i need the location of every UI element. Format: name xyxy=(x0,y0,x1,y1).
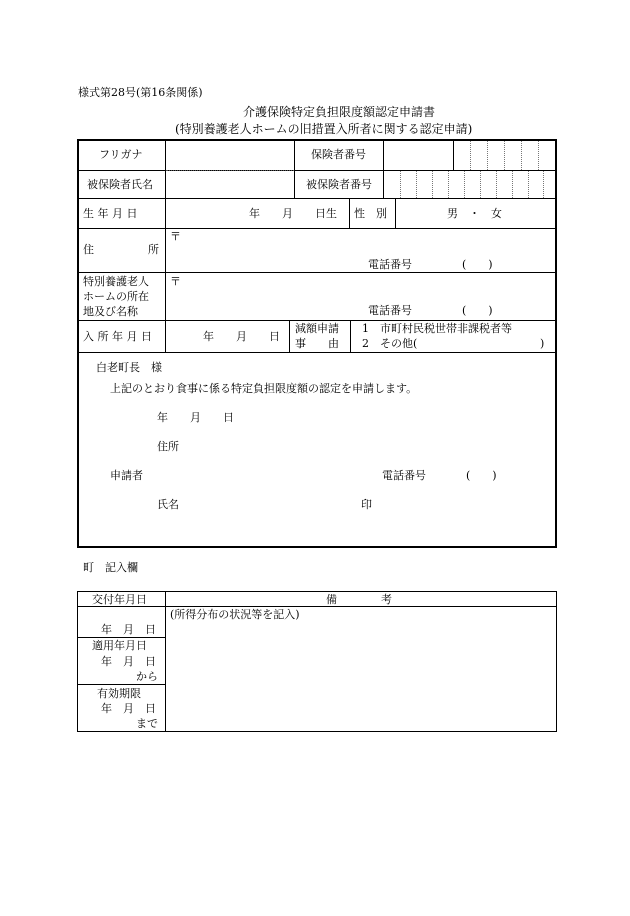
applicant-phone-label: 電話番号 xyxy=(382,469,426,482)
form-subtitle: (特別養護老人ホームの旧措置入所者に関する認定申請) xyxy=(175,122,473,136)
addressee: 白老町長 様 xyxy=(96,361,162,374)
facility-phone-label: 電話番号 xyxy=(368,304,412,317)
insurer-number-label: 保険者番号 xyxy=(311,148,366,161)
reason-option-2[interactable]: 2 その他( xyxy=(362,337,418,350)
admission-date-label: 入 所 年 月 日 xyxy=(83,330,152,343)
postal-mark: 〒 xyxy=(170,230,181,243)
facility-label-line2: ホームの所在 xyxy=(83,290,149,303)
issue-date-label: 交付年月日 xyxy=(92,593,147,606)
reason-option-1[interactable]: 1 市町村民税世帯非課税者等 xyxy=(362,322,512,335)
insured-number-label: 被保険者番号 xyxy=(306,178,372,191)
birth-date-label: 生 年 月 日 xyxy=(83,207,138,220)
apply-from-label: から xyxy=(136,670,158,683)
insured-name-input[interactable] xyxy=(167,172,292,197)
birth-date-value[interactable]: 年 月 日生 xyxy=(249,207,337,220)
furigana-label: フリガナ xyxy=(99,148,143,161)
applicant-phone-parens[interactable]: ( ) xyxy=(466,469,497,482)
reduction-reason-label-line1: 減額申請 xyxy=(295,322,339,335)
gender-label: 性 別 xyxy=(354,207,387,220)
remarks-note: (所得分布の状況等を記入) xyxy=(170,608,300,621)
admission-date-value[interactable]: 年 月 日 xyxy=(203,330,280,343)
insurer-number-input[interactable] xyxy=(385,142,555,169)
facility-postal-mark: 〒 xyxy=(170,275,181,288)
furigana-input[interactable] xyxy=(167,142,292,169)
apply-date-label: 適用年月日 xyxy=(92,639,147,652)
address-label-first: 住 xyxy=(83,243,94,256)
form-title: 介護保険特定負担限度額認定申請書 xyxy=(243,105,436,119)
valid-until-suffix: まで xyxy=(136,717,158,730)
address-label-second: 所 xyxy=(148,243,159,256)
valid-until-value[interactable]: 年 月 日 xyxy=(101,702,156,715)
insured-number-input[interactable] xyxy=(385,172,555,197)
office-section-title: 町 記入欄 xyxy=(83,561,138,574)
remarks-input[interactable] xyxy=(167,624,555,730)
applicant-label: 申請者 xyxy=(110,469,143,482)
insured-name-label: 被保険者氏名 xyxy=(87,178,153,191)
reason-option-2-close: ) xyxy=(540,337,545,350)
issue-date-value[interactable]: 年 月 日 xyxy=(101,623,156,636)
address-phone-parens[interactable]: ( ) xyxy=(462,258,493,271)
valid-until-label: 有効期限 xyxy=(97,687,141,700)
facility-label-line3: 地及び名称 xyxy=(83,305,138,318)
address-phone-label: 電話番号 xyxy=(368,258,412,271)
applicant-name-label: 氏名 xyxy=(157,498,179,511)
application-date[interactable]: 年 月 日 xyxy=(157,411,234,424)
form-number: 様式第28号(第16条関係) xyxy=(78,86,203,99)
applicant-address-label: 住所 xyxy=(157,440,179,453)
remarks-label: 備 考 xyxy=(326,593,392,606)
application-statement: 上記のとおり食事に係る特定負担限度額の認定を申請します。 xyxy=(110,382,418,395)
gender-selector[interactable]: 男 ・ 女 xyxy=(447,207,502,220)
facility-label-line1: 特別養護老人 xyxy=(83,275,149,288)
address-input[interactable] xyxy=(167,230,555,270)
facility-phone-parens[interactable]: ( ) xyxy=(462,304,493,317)
seal-mark: 印 xyxy=(361,498,372,511)
facility-input[interactable] xyxy=(167,274,555,318)
reduction-reason-label-line2: 事 由 xyxy=(295,337,339,350)
apply-date-value[interactable]: 年 月 日 xyxy=(101,655,156,668)
